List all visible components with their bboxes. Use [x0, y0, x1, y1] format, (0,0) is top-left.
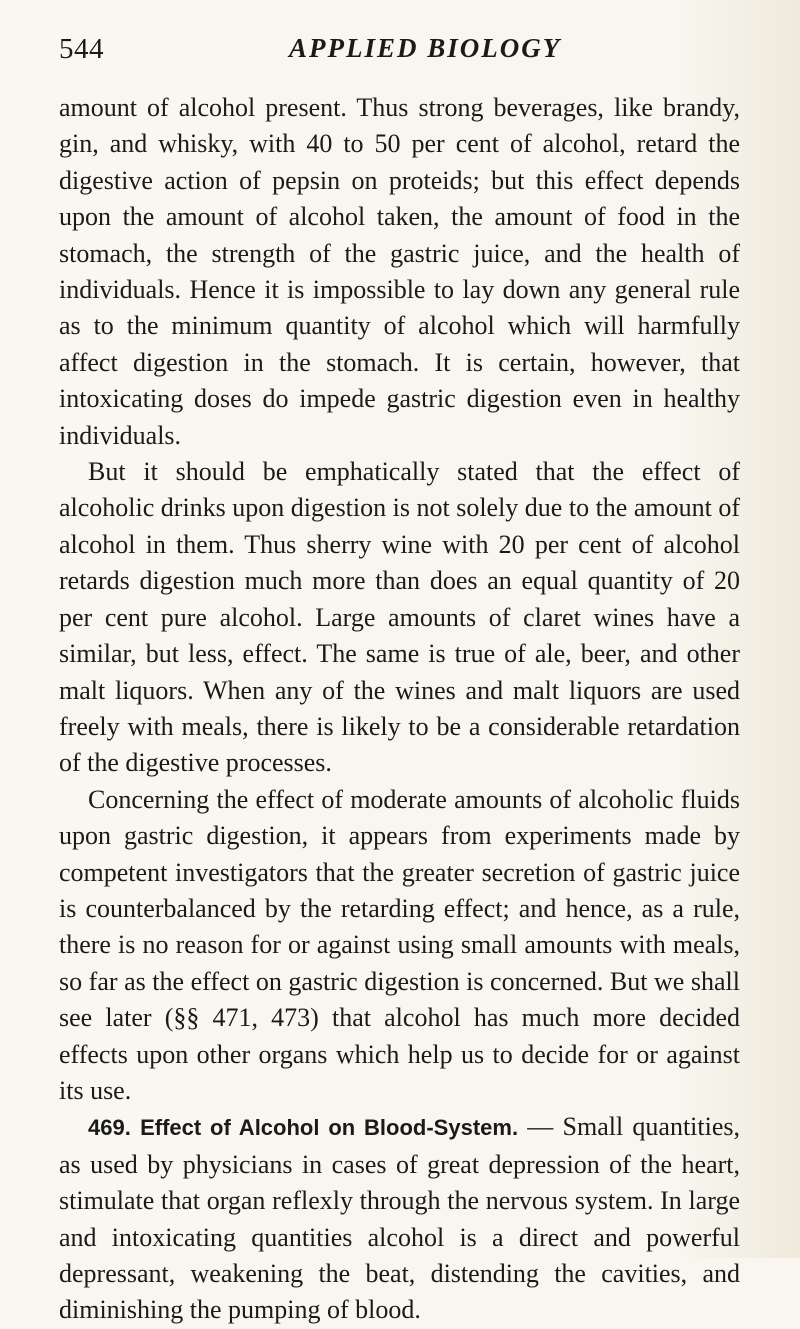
- body-text: [59, 90, 740, 1329]
- section-number: 469.: [88, 1115, 131, 1141]
- section-text: — Small quantities, as used by physicians in cases of great depression of the heart, stimulate that organ reflexly through the nervous system. In large and intoxicating quantities alcohol is a direct and powerful depressant, weakening the beat, distending the cavities, and diminishing the pumping of blood.: [59, 1112, 741, 1325]
- paragraph-continued: amount of alcohol present. Thus strong beverages, like brandy, gin, and whisky, with 40 to 50 per cent of alcohol, retard the digestive action of pepsin on proteids; but this effect depends upon the amount of alcohol taken, the amount of food in the stomach, the strength of the gastric juice, and the health of individuals. Hence it is impossible to lay down any general rule as to the minimum quantity of alcohol which will harmfully affect digestion in the stomach. It is certain, however, that intoxicating doses do impede gastric digestion even in healthy individuals.: [59, 93, 740, 450]
- running-head: APPLIED BIOLOGY: [289, 33, 562, 63]
- paragraph-moderate-amounts: Concerning the effect of moderate amounts of alcoholic fluids upon gastric digestion, it appears from experiments made by competent investigators that the greater secretion of gastric juice is counterbalanced by the retarding effect; and hence, as a rule, there is no reason for or against using small amounts with meals, so far as the effect on gastric digestion is concerned. But we shall see later (§§ 471, 473) that alcohol has much more decided effects upon other organs which help us to decide for or against its use.: [59, 784, 740, 1105]
- page-number: 544: [59, 33, 104, 65]
- page-header: [59, 33, 739, 73]
- paragraph-alcoholic-drinks: But it should be emphatically stated that the effect of alcoholic drinks upon digestion is not solely due to the amount of alcohol in them. Thus sherry wine with 20 per cent of alcohol retards digestion much more than does an equal quantity of 20 per cent pure alcohol. Large amounts of claret wines have a similar, but less, effect. The same is true of ale, beer, and other malt liquors. When any of the wines and malt liquors are used freely with meals, there is likely to be a considerable retardation of the digestive processes.: [59, 457, 740, 778]
- section-title: Effect of Alcohol on Blood-System.: [140, 1115, 519, 1141]
- section-469: [59, 1109, 740, 1328]
